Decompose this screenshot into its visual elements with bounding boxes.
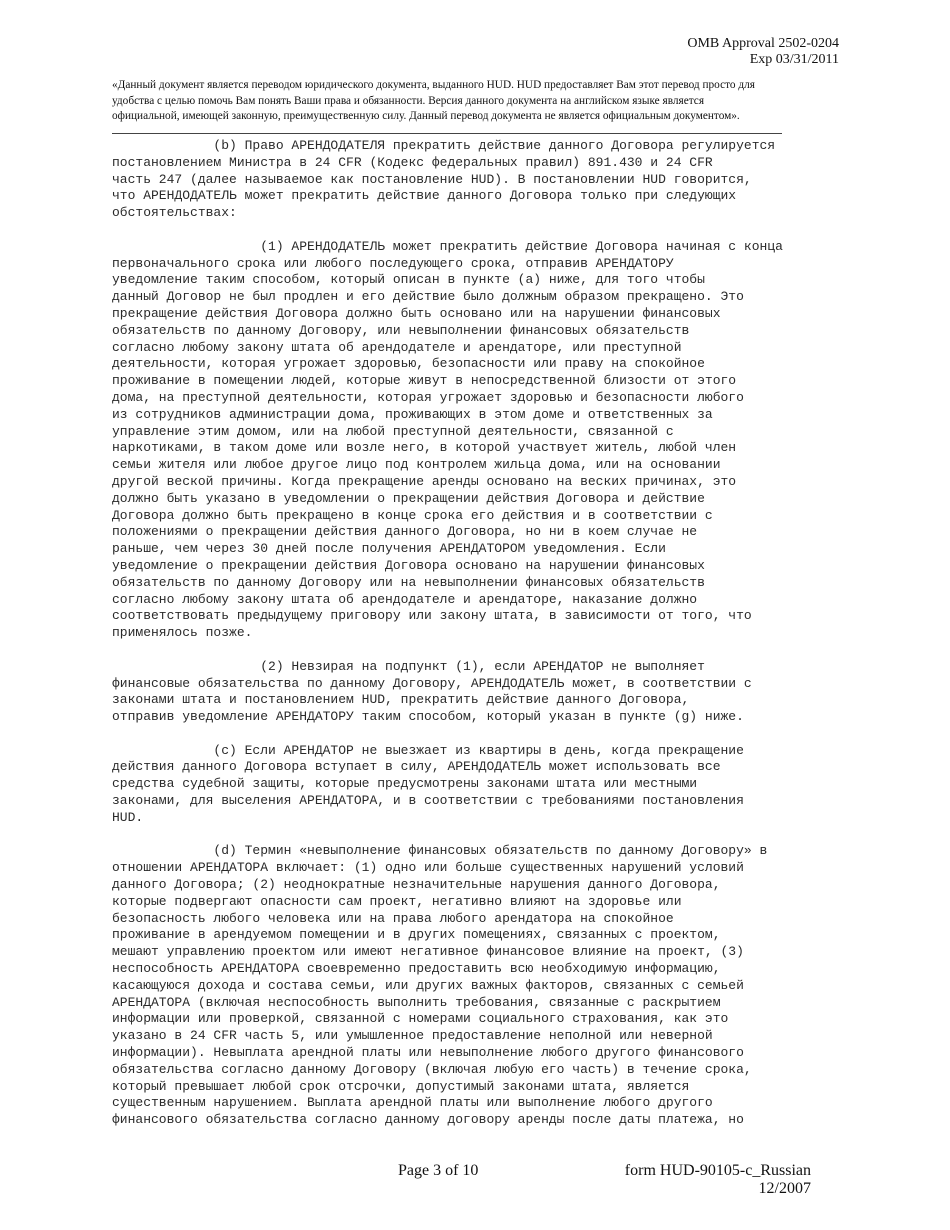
paragraph-b2 <box>112 659 852 726</box>
paragraph-line: касающуюся дохода и состава семьи, или других важных факторов, связанных с семьей <box>112 977 744 993</box>
document-body <box>112 138 852 1146</box>
paragraph-line: раньше, чем через 30 дней после получения АРЕНДАТОРОМ уведомления. Если <box>112 541 666 557</box>
paragraph-line: уведомление о прекращении действия Договора основано на нарушении финансовых <box>112 557 705 573</box>
paragraph-line: законами, для выселения АРЕНДАТОРА, и в соответствии с требованиями постановления <box>112 793 744 809</box>
paragraph-line: информации или проверкой, связанной с номерами социального страхования, как это <box>112 1011 729 1027</box>
form-identifier <box>625 1162 811 1198</box>
paragraph-line: указано в 24 CFR часть 5, или умышленное предоставление неполной или неверной <box>112 1028 713 1044</box>
translation-disclaimer <box>112 78 840 125</box>
paragraph-line: деятельности, которая угрожает здоровью, безопасности или праву на спокойное <box>112 356 705 372</box>
paragraph-b <box>112 138 852 222</box>
paragraph-line: HUD. <box>112 809 144 825</box>
paragraph-line: отправив уведомление АРЕНДАТОРУ таким способом, который указан в пункте (g) ниже. <box>112 709 744 725</box>
paragraph-line: обстоятельствах: <box>112 205 237 221</box>
form-date: 12/2007 <box>758 1180 811 1197</box>
paragraph-line: законами штата и постановлением HUD, прекратить действие данного Договора, <box>112 692 690 708</box>
omb-approval-block <box>687 36 839 68</box>
paragraph-line: часть 247 (далее называемое как постановление HUD). В постановлении HUD говорится, <box>112 171 752 187</box>
page-number: Page 3 of 10 <box>398 1162 479 1179</box>
paragraph-line: согласно любому закону штата об арендодателе и арендаторе, или преступной <box>112 339 682 355</box>
paragraph-line: управление этим домом, или на любой преступной деятельности, связанной с <box>112 423 674 439</box>
paragraph-line: прекращение действия Договора должно быть основано или на нарушении финансовых <box>112 305 721 321</box>
paragraph-line: который превышает любой срок отсрочки, допустимый законами штата, является <box>112 1078 690 1094</box>
paragraph-c <box>112 743 852 827</box>
paragraph-line: постановлением Министра в 24 CFR (Кодекс федеральных правил) 891.430 и 24 CFR <box>112 154 713 170</box>
paragraph-line: наркотиками, в таком доме или возле него, в которой участвует житель, любой член <box>112 440 737 456</box>
paragraph-line: финансового обязательства согласно данному договору аренды после даты платежа, но <box>112 1112 744 1128</box>
paragraph-line: (2) Невзирая на подпункт (1), если АРЕНДАТОР не выполняет <box>112 658 705 674</box>
paragraph-line: (1) АРЕНДОДАТЕЛЬ может прекратить действие Договора начиная с конца <box>112 238 783 254</box>
paragraph-line: информации). Невыплата арендной платы или невыполнение любого другого финансового <box>112 1045 744 1061</box>
paragraph-line: проживание в помещении людей, которые живут в непосредственной близости от этого <box>112 373 737 389</box>
paragraph-line: существенным нарушением. Выплата арендной платы или выполнение любого другого <box>112 1095 713 1111</box>
paragraph-line: что АРЕНДОДАТЕЛЬ может прекратить действие данного Договора только при следующих <box>112 188 737 204</box>
paragraph-line: семьи жителя или любое другое лицо под контролем жильца дома, или на основании <box>112 457 721 473</box>
form-name: form HUD-90105-c_Russian <box>624 1162 811 1179</box>
paragraph-line: средства судебной защиты, которые предусмотрены законами штата или местными <box>112 776 698 792</box>
paragraph-line: другой веской причины. Когда прекращение аренды основано на веских причинах, это <box>112 473 737 489</box>
paragraph-d <box>112 843 852 1129</box>
paragraph-line: данный Договор не был продлен и его действие было должным образом прекращено. Это <box>112 289 744 305</box>
paragraph-line: дома, на преступной деятельности, которая угрожает здоровью и безопасности любого <box>112 389 744 405</box>
paragraph-line: уведомление таким способом, который описан в пункте (a) ниже, для того чтобы <box>112 272 705 288</box>
omb-approval-number: OMB Approval 2502-0204 <box>687 36 839 51</box>
separator-line <box>112 133 782 134</box>
paragraph-line: обязательств по данному Договору или на невыполнении финансовых обязательств <box>112 574 705 590</box>
disclaimer-line: официальной, имеющей законную, преимущественную силу. Данный перевод документа не является официальным документом». <box>112 110 740 122</box>
disclaimer-line: «Данный документ является переводом юридического документа, выданного HUD. HUD предоставляет Вам этот перевод просто для <box>112 79 755 91</box>
paragraph-line: которые подвергают опасности сам проект, негативно влияют на здоровье или <box>112 893 682 909</box>
paragraph-line: применялось позже. <box>112 625 253 641</box>
paragraph-line: проживание в арендуемом помещении и в других помещениях, связанных с проектом, <box>112 927 721 943</box>
paragraph-line: (b) Право АРЕНДОДАТЕЛЯ прекратить действие данного Договора регулируется <box>112 138 776 153</box>
paragraph-line: мешают управлению проектом или имеют негативное финансовое влияние на проект, (3) <box>112 944 744 960</box>
paragraph-line: согласно любому закону штата об арендодателе и арендаторе, наказание должно <box>112 591 698 607</box>
paragraph-line: из сотрудников администрации дома, проживающих в этом доме и ответственных за <box>112 406 713 422</box>
paragraph-line: финансовые обязательства по данному Договору, АРЕНДОДАТЕЛЬ может, в соответствии с <box>112 675 752 691</box>
paragraph-line: первоначального срока или любого последующего срока, отправив АРЕНДАТОРУ <box>112 255 674 271</box>
paragraph-line: действия данного Договора вступает в силу, АРЕНДОДАТЕЛЬ может использовать все <box>112 759 721 775</box>
paragraph-line: (d) Термин «невыполнение финансовых обязательств по данному Договору» в <box>112 843 768 859</box>
paragraph-line: данного Договора; (2) неоднократные незначительные нарушения данного Договора, <box>112 877 721 893</box>
paragraph-b1 <box>112 239 852 642</box>
paragraph-line: отношении АРЕНДАТОРА включает: (1) одно или больше существенных нарушений условий <box>112 860 744 876</box>
paragraph-line: обязательств по данному Договору, или невыполнении финансовых обязательств <box>112 322 690 338</box>
paragraph-line: (c) Если АРЕНДАТОР не выезжает из квартиры в день, когда прекращение <box>112 742 744 758</box>
paragraph-line: безопасность любого человека или на права любого арендатора на спокойное <box>112 910 674 926</box>
disclaimer-line: удобства с целью помочь Вам понять Ваши права и обязанности. Версия данного документа на английском языке является <box>112 94 705 107</box>
paragraph-line: АРЕНДАТОРА (включая неспособность выполнить требования, связанные с раскрытием <box>112 994 721 1010</box>
paragraph-line: должно быть указано в уведомлении о прекращении действия Договора и действие <box>112 490 705 506</box>
paragraph-line: неспособность АРЕНДАТОРА своевременно предоставить всю необходимую информацию, <box>112 961 721 977</box>
paragraph-line: положениями о прекращении действия данного Договора, но ни в коем случае не <box>112 524 698 540</box>
paragraph-line: Договора должно быть прекращено в конце срока его действия и в соответствии с <box>112 507 713 523</box>
paragraph-line: обязательства согласно данному Договору (включая любую его часть) в течение срока, <box>112 1061 752 1077</box>
omb-expiration: Exp 03/31/2011 <box>749 52 839 67</box>
paragraph-line: соответствовать предыдущему приговору или закону штата, в зависимости от того, что <box>112 608 752 624</box>
